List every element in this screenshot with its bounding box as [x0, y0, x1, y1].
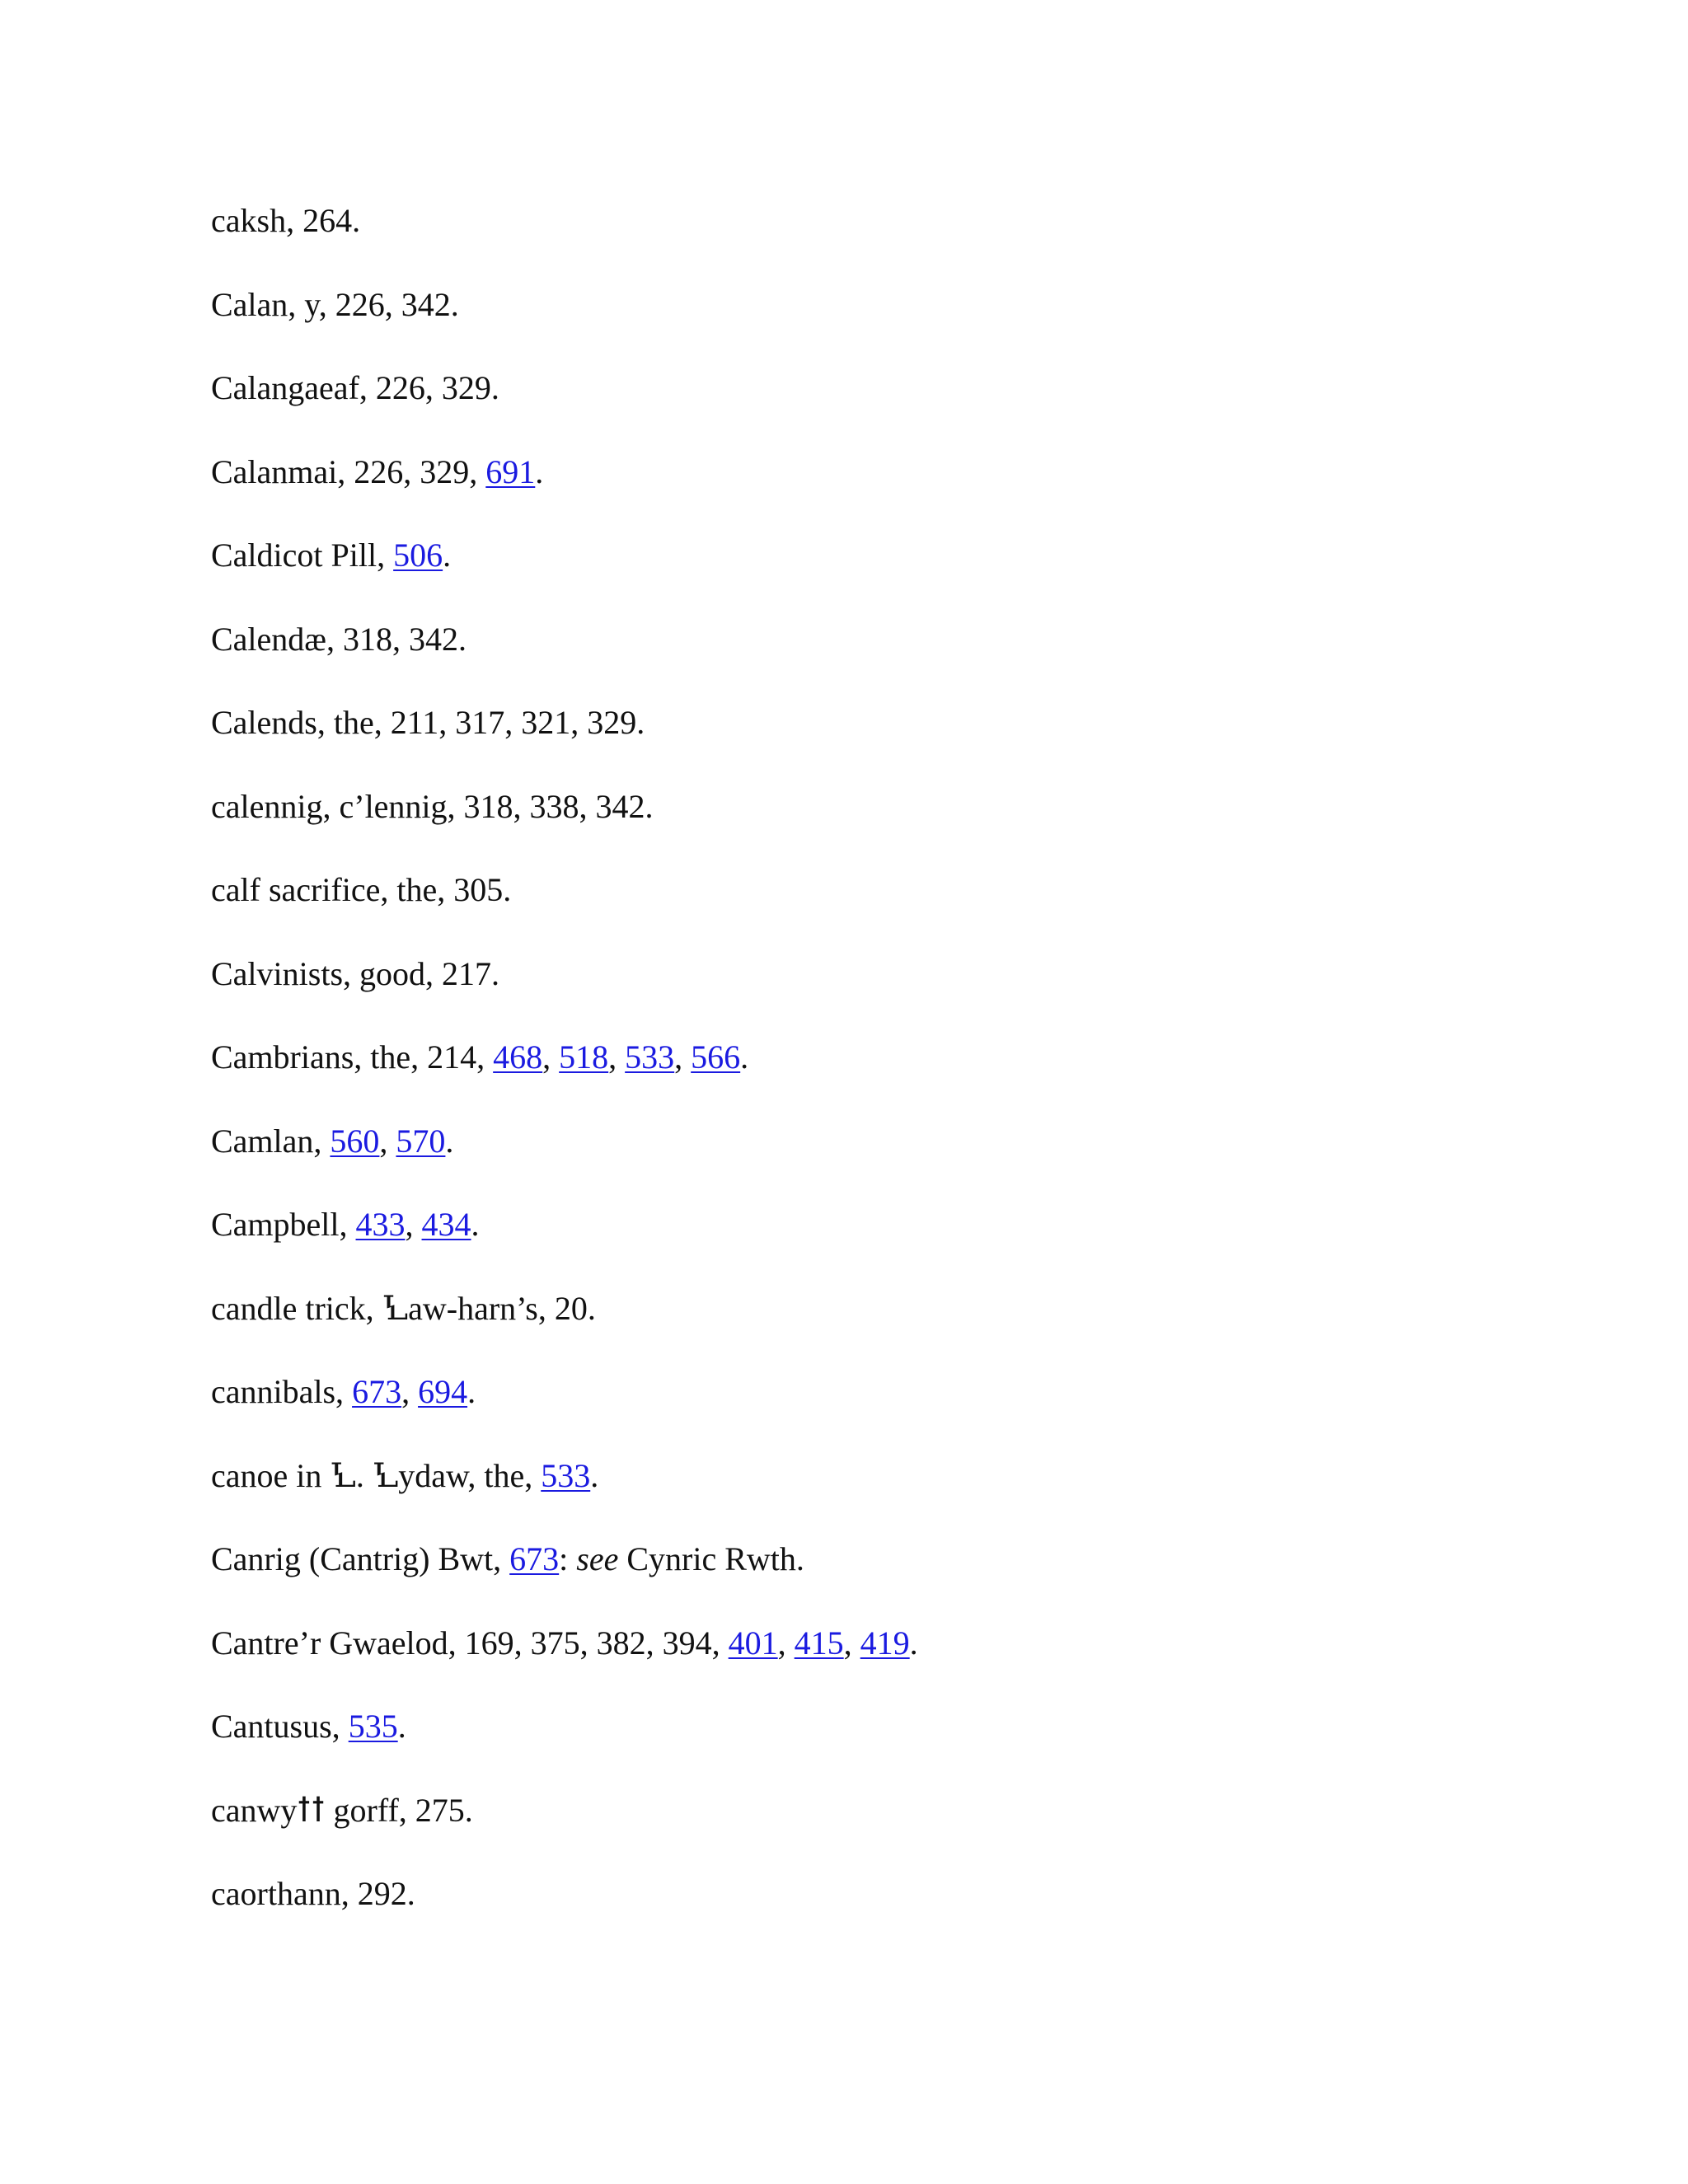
entry-text: ,: [405, 1206, 422, 1243]
index-entry: [211, 443, 918, 527]
entry-text: candle trick, Ꝇaw-harn’s, 20.: [211, 1289, 596, 1327]
index-entry: [211, 860, 918, 944]
entry-text: Cantre’r Gwaelod, 169, 375, 382, 394,: [211, 1624, 729, 1661]
entry-text: Cambrians, the, 214,: [211, 1038, 494, 1076]
index-list: [211, 191, 918, 1948]
entry-text: .: [909, 1624, 918, 1661]
index-entry: [211, 1446, 918, 1530]
page-link[interactable]: 694: [418, 1373, 468, 1410]
page-link[interactable]: 434: [421, 1206, 471, 1243]
page-link[interactable]: 566: [691, 1038, 741, 1076]
entry-text: ,: [401, 1373, 419, 1410]
entry-text: .: [467, 1373, 476, 1410]
index-entry: [211, 1362, 918, 1446]
entry-text: Calangaeaf, 226, 329.: [211, 369, 499, 406]
entry-text: caksh, 264.: [211, 202, 361, 239]
entry-text: .: [443, 537, 452, 574]
entry-text: Campbell,: [211, 1206, 356, 1243]
entry-text: cannibals,: [211, 1373, 353, 1410]
entry-text: Calan, y, 226, 342.: [211, 285, 459, 323]
index-entry: [211, 1112, 918, 1196]
italic-text: see: [576, 1540, 619, 1577]
index-entry: [211, 191, 918, 275]
page-link[interactable]: 433: [355, 1206, 406, 1243]
page-link[interactable]: 673: [352, 1373, 402, 1410]
page-link[interactable]: 691: [485, 452, 536, 490]
index-entry: [211, 275, 918, 359]
entry-text: Cynric Rwth.: [618, 1540, 804, 1577]
page-link[interactable]: 533: [625, 1038, 675, 1076]
page-link[interactable]: 518: [559, 1038, 609, 1076]
index-entry: [211, 693, 918, 777]
entry-text: .: [471, 1206, 480, 1243]
entry-text: Calanmai, 226, 329,: [211, 452, 486, 490]
index-entry: [211, 1028, 918, 1112]
index-entry: [211, 1864, 918, 1948]
page-link[interactable]: 401: [728, 1624, 778, 1661]
entry-text: ,: [608, 1038, 626, 1076]
entry-text: Camlan,: [211, 1122, 331, 1160]
entry-text: .: [535, 452, 544, 490]
entry-text: Canrig (Cantrig) Bwt,: [211, 1540, 510, 1577]
entry-text: .: [590, 1456, 599, 1494]
index-entry: [211, 1530, 918, 1614]
page-link[interactable]: 570: [396, 1122, 446, 1160]
entry-text: Calendæ, 318, 342.: [211, 620, 467, 658]
page-link[interactable]: 506: [393, 537, 443, 574]
index-entry: [211, 1614, 918, 1698]
entry-text: calf sacrifice, the, 305.: [211, 871, 512, 908]
entry-text: canoe in Ꝇ. Ꝇydaw, the,: [211, 1456, 542, 1494]
page-link[interactable]: 673: [509, 1540, 560, 1577]
page-link[interactable]: 468: [493, 1038, 543, 1076]
entry-text: ,: [542, 1038, 560, 1076]
page-link[interactable]: 535: [348, 1708, 398, 1745]
entry-text: caorthann, 292.: [211, 1875, 415, 1912]
index-entry: [211, 610, 918, 694]
entry-text: Cantusus,: [211, 1708, 349, 1745]
index-entry: [211, 1781, 918, 1865]
page-link[interactable]: 419: [860, 1624, 910, 1661]
index-entry: [211, 359, 918, 443]
entry-text: .: [397, 1708, 406, 1745]
index-entry: [211, 526, 918, 610]
index-entry: [211, 1697, 918, 1781]
index-entry: [211, 1195, 918, 1279]
entry-text: Calends, the, 211, 317, 321, 329.: [211, 704, 645, 741]
page-link[interactable]: 533: [541, 1456, 591, 1494]
page-link[interactable]: 560: [330, 1122, 380, 1160]
entry-text: canwyꝉꝉ gorff, 275.: [211, 1791, 473, 1829]
entry-text: :: [559, 1540, 577, 1577]
entry-text: .: [445, 1122, 454, 1160]
entry-text: ,: [843, 1624, 860, 1661]
entry-text: ,: [674, 1038, 692, 1076]
index-entry: [211, 1279, 918, 1363]
entry-text: Calvinists, good, 217.: [211, 954, 500, 992]
entry-text: Caldicot Pill,: [211, 537, 394, 574]
index-entry: [211, 777, 918, 861]
page-link[interactable]: 415: [794, 1624, 844, 1661]
entry-text: calennig, c’lennig, 318, 338, 342.: [211, 787, 654, 825]
entry-text: ,: [777, 1624, 795, 1661]
entry-text: ,: [379, 1122, 396, 1160]
entry-text: .: [740, 1038, 749, 1076]
index-entry: [211, 944, 918, 1029]
